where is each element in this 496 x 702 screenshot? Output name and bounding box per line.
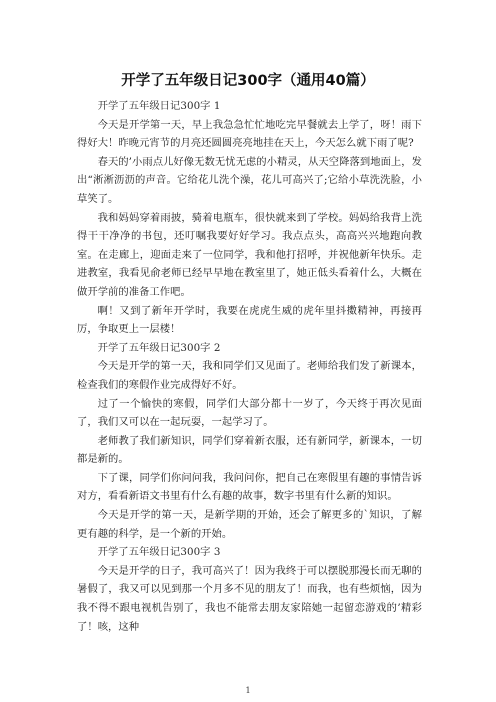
paragraph: 今天是开学的日子，我可高兴了！因为我终于可以摆脱那漫长而无聊的暑假了，我又可以见到那一个月多不见的朋友了！而我，也有些烦恼，因为我不得不跟电视机告别了，我也不能常去朋友家陪她一起留恋游戏的’精彩了！咳，这种 <box>77 564 422 633</box>
paragraph: 啊！又到了新年开学时，我要在虎虎生威的虎年里抖擞精神，再接再厉，争取更上一层楼！ <box>77 304 422 336</box>
section-heading-2: 开学了五年级日记300字 2 <box>97 341 221 354</box>
paragraph: 今天是开学的第一天，我和同学们又见面了。老师给我们发了新课本，检查我们的寒假作业完成得好不好。 <box>77 360 422 391</box>
paragraph: 春天的’小雨点儿好像无数无忧无虑的小精灵，从天空降落到地面上，发出“淅淅沥沥的声音。它给花儿洗个澡，花儿可高兴了;它给小草洗洗脸，小草笑了。 <box>77 155 422 205</box>
paragraph: 我和妈妈穿着雨披，骑着电瓶车，很快就来到了学校。妈妈给我背上洗得干干净净的书包，还叮嘱我要好好学习。我点点头，高高兴兴地跑向教室。在走廊上，迎面走来了一位同学，我和他打招呼，并祝他新年快乐。走进教室，我看见俞老师已经早早地在教室里了，她正低头看着什么，大概在做开学前的准备工作吧。 <box>77 211 422 298</box>
paragraph: 今天是开学第一天，早上我急急忙忙地吃完早餐就去上学了，呀！雨下得好大！昨晚元宵节的月亮还圆圆亮亮地挂在天上，今天怎么就下雨了呢? <box>77 118 422 150</box>
paragraph: 下了课，同学们你问问我，我问问你，把自己在寒假里有趣的事情告诉对方，看看新语文书里有什么有趣的故事，数字书里有什么新的知识。 <box>77 471 422 503</box>
page-number: 1 <box>245 686 251 695</box>
paragraph: 老师教了我们新知识，同学们穿着新衣服，还有新同学，新课本，一切都是新的。 <box>77 434 422 466</box>
paragraph: 过了一个愉快的寒假，同学们大部分都十一岁了，今天终于再次见面了，我们又可以在一起玩耍，一起学习了。 <box>77 397 422 429</box>
section-heading-3: 开学了五年级日记300字 3 <box>97 546 221 559</box>
paragraph: 今天是开学的第一天，是新学期的开始，还会了解更多的`知识，了解更有趣的科学，是一个新的开始。 <box>77 509 422 540</box>
section-heading-1: 开学了五年级日记300字 1 <box>97 100 221 112</box>
document-title: 开学了五年级日记300字（通用40篇） <box>121 73 375 89</box>
document-body <box>77 97 422 636</box>
